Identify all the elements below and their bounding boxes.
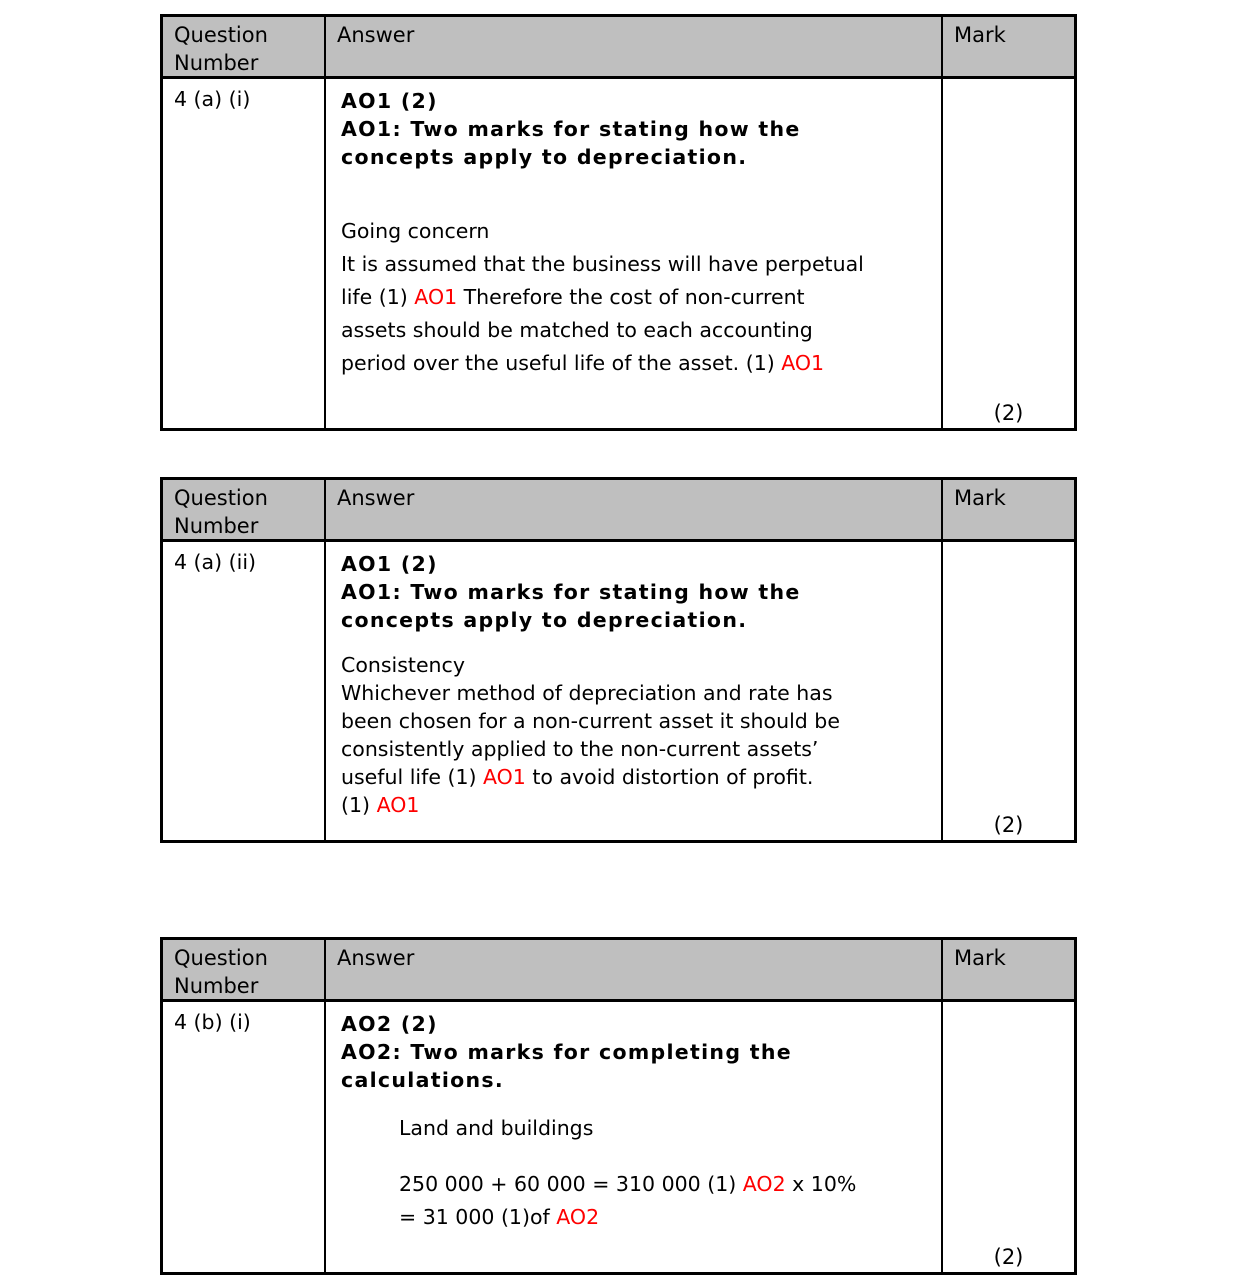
answer-line [341,1066,941,1094]
mark-cell [943,79,1074,428]
header-mark: Mark [954,486,1006,510]
answer-line [341,651,941,679]
answer-line [341,87,941,115]
marking-point-tag: AO1 [414,285,458,309]
answer-block [399,1114,941,1142]
answer-block [341,1010,941,1094]
answer-text-segment: life (1) [341,285,415,309]
mark-value: (2) [993,1245,1024,1269]
mark-cell [943,1002,1074,1272]
table-header-row [163,480,1074,542]
answer-line [341,1010,941,1038]
answer-text-segment: It is assumed that the business will have perpetual [341,252,864,276]
header-question-number: Question Number [163,940,326,999]
table-body-row [163,79,1074,428]
marking-point-tag: AO1 [483,765,526,789]
answer-text-segment: 250 000 + 60 000 = 310 000 (1) [399,1172,743,1196]
mark-value: (2) [993,813,1024,837]
mark-cell [943,542,1074,840]
answer-text-segment: AO1 (2) [341,552,438,576]
answer-cell [326,79,943,428]
answer-line [341,1038,941,1066]
answer-text-segment: consistently applied to the non-current assets’ [341,737,819,761]
answer-block [341,550,941,634]
table-header-row [163,940,1074,1002]
answer-line [341,763,941,791]
answer-cell [326,542,943,840]
answer-line [341,679,941,707]
mark-scheme-table-4aii [160,477,1077,843]
answer-line [341,550,941,578]
answer-block [399,1168,941,1234]
answer-text-segment: Whichever method of depreciation and rate has [341,681,833,705]
table-body-row [163,542,1074,840]
answer-line [341,347,941,380]
answer-text-segment: (1) [341,793,377,817]
answer-line [341,707,941,735]
question-number-cell: 4 (b) (i) [163,1002,326,1272]
answer-line [341,578,941,606]
mark-scheme-table-4bi [160,937,1077,1275]
answer-text-segment: been chosen for a non-current asset it should be [341,709,840,733]
answer-text-segment: concepts apply to depreciation. [341,145,748,169]
table-header-row [163,17,1074,79]
header-answer: Answer [326,480,943,539]
answer-text-segment: concepts apply to depreciation. [341,608,748,632]
marking-point-tag: AO1 [376,793,420,817]
header-question-number: Question Number [163,480,326,539]
marking-point-tag: AO1 [781,351,825,375]
answer-line [341,314,941,347]
answer-text-segment: Land and buildings [399,1116,594,1140]
answer-text-segment: AO2: Two marks for completing the [341,1040,792,1064]
answer-text-segment: AO1 (2) [341,89,438,113]
mark-value: (2) [993,401,1024,425]
answer-text-segment: to avoid distortion of profit. [525,765,814,789]
answer-text-segment: Going concern [341,219,490,243]
answer-text-segment: period over the useful life of the asset. (1) [341,351,782,375]
answer-cell [326,1002,943,1272]
answer-text-segment: Therefore the cost of non-current [457,285,805,309]
answer-text-segment: AO1: Two marks for stating how the [341,580,801,604]
header-answer: Answer [326,940,943,999]
header-mark: Mark [954,23,1006,47]
answer-text-segment: = 31 000 (1)of [399,1205,557,1229]
answer-line [341,215,941,248]
header-question-number: Question Number [163,17,326,76]
marking-point-tag: AO2 [742,1172,786,1196]
answer-block [341,651,941,819]
answer-line [341,791,941,819]
answer-text-segment: AO1: Two marks for stating how the [341,117,801,141]
answer-line [399,1201,941,1234]
answer-line [341,606,941,634]
answer-line [341,735,941,763]
marking-point-tag: AO2 [556,1205,600,1229]
answer-text-segment: x 10% [785,1172,857,1196]
answer-line [341,115,941,143]
mark-scheme-table-4ai [160,14,1077,431]
header-answer: Answer [326,17,943,76]
question-number-cell: 4 (a) (ii) [163,542,326,840]
answer-text-segment: calculations. [341,1068,505,1092]
answer-text-segment: useful life (1) [341,765,483,789]
answer-block [341,215,941,380]
table-body-row [163,1002,1074,1272]
header-mark: Mark [954,946,1006,970]
answer-block [341,87,941,171]
answer-line [341,143,941,171]
question-number-cell: 4 (a) (i) [163,79,326,428]
answer-text-segment: AO2 (2) [341,1012,438,1036]
answer-text-segment: assets should be matched to each accounting [341,318,813,342]
answer-line [399,1168,941,1201]
answer-line [341,248,941,281]
answer-line [341,281,941,314]
answer-text-segment: Consistency [341,653,465,677]
answer-line [399,1114,941,1142]
